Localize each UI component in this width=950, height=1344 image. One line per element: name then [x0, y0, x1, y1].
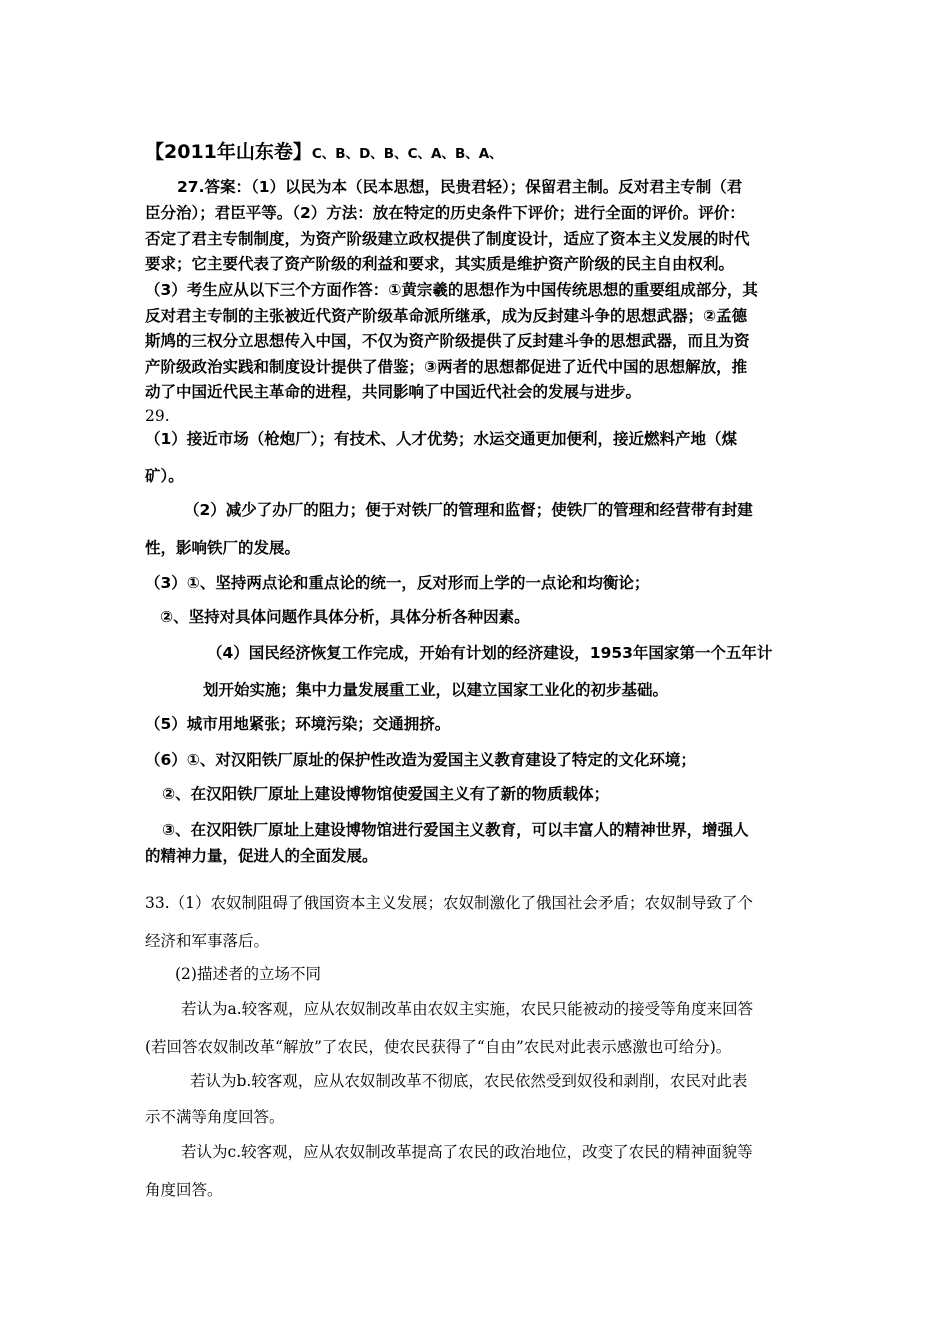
q29-line: 划开始实施；集中力量发展重工业，以建立国家工业化的初步基础。 — [203, 681, 669, 699]
q27-line: 动了中国近代民主革命的进程，共同影响了中国近代社会的发展与进步。 — [145, 383, 642, 401]
q29-line: ②、坚持对具体问题作具体分析，具体分析各种因素。 — [160, 608, 530, 626]
q33-line: (若回答农奴制改革“解放”了农民，使农民获得了“自由”农民对此表示感激也可给分)。 — [145, 1038, 732, 1056]
q27-line: （3）考生应从以下三个方面作答：①黄宗羲的思想作为中国传统思想的重要组成部分，其 — [145, 281, 758, 299]
q27-line: 臣分治）；君臣平等。（2）方法：放在特定的历史条件下评价；进行全面的评价。评价： — [145, 204, 745, 222]
q27-line: 产阶级政治实践和制度设计提供了借鉴；③两者的思想都促进了近代中国的思想解放，推 — [145, 358, 748, 376]
q27-line: 27.答案：（1）以民为本（民本思想，民贵君轻）；保留君主制。反对君主专制（君 — [177, 178, 743, 196]
q27-line: 否定了君主专制制度，为资产阶级建立政权提供了制度设计，适应了资本主义发展的时代 — [145, 230, 750, 248]
q27-line: 要求；它主要代表了资产阶级的利益和要求，其实质是维护资产阶级的民主自由权利。 — [145, 255, 735, 273]
q29-line: ③、在汉阳铁厂原址上建设博物馆进行爱国主义教育，可以丰富人的精神世界，增强人 — [162, 821, 749, 839]
q29-number: 29. — [145, 407, 170, 425]
q33-line: 示不满等角度回答。 — [145, 1108, 285, 1126]
q27-line: 斯鸠的三权分立思想传入中国，不仅为资产阶级提供了反封建斗争的思想武器，而且为资 — [145, 332, 750, 350]
q29-line: （6）①、对汉阳铁厂原址的保护性改造为爱国主义教育建设了特定的文化环境； — [145, 751, 696, 769]
q29-line: ②、在汉阳铁厂原址上建设博物馆使爱国主义有了新的物质载体； — [162, 785, 610, 803]
q29-line: 矿）。 — [145, 467, 184, 485]
q29-line: （3）①、坚持两点论和重点论的统一，反对形而上学的一点论和均衡论； — [145, 574, 650, 592]
q33-line: 若认为b.较客观，应从农奴制改革不彻底，农民依然受到奴役和剥削，农民对此表 — [190, 1072, 748, 1090]
q33-line: (2)描述者的立场不同 — [175, 965, 321, 983]
multiple-choice-answers: C、B、D、B、C、A、B、A、 — [311, 146, 503, 162]
q29-line: 的精神力量，促进人的全面发展。 — [145, 847, 378, 865]
q29-line: （4）国民经济恢复工作完成，开始有计划的经济建设，1953年国家第一个五年计 — [207, 644, 773, 662]
q29-line: （2）减少了办厂的阻力；便于对铁厂的管理和监督；使铁厂的管理和经营带有封建 — [184, 501, 753, 519]
q29-line: 性，影响铁厂的发展。 — [145, 539, 301, 557]
q29-line: （5）城市用地紧张；环境污染；交通拥挤。 — [145, 715, 451, 733]
q33-line: 经济和军事落后。 — [145, 932, 270, 950]
q29-line: （1）接近市场（枪炮厂）；有技术、人才优势；水运交通更加便利，接近燃料产地（煤 — [145, 430, 738, 448]
q27-line: 反对君主专制的主张被近代资产阶级革命派所继承，成为反封建斗争的思想武器；②孟德 — [145, 307, 748, 325]
section-title — [145, 142, 503, 164]
q33-line: 若认为a.较客观，应从农奴制改革由农奴主实施，农民只能被动的接受等角度来回答 — [181, 1000, 754, 1018]
q33-line: 33.（1）农奴制阻碍了俄国资本主义发展；农奴制激化了俄国社会矛盾；农奴制导致了个 — [145, 894, 754, 912]
exam-title: 【2011年山东卷】 — [145, 141, 312, 163]
q33-line: 若认为c.较客观，应从农奴制改革提高了农民的政治地位，改变了农民的精神面貌等 — [181, 1143, 753, 1161]
q33-line: 角度回答。 — [145, 1181, 223, 1199]
